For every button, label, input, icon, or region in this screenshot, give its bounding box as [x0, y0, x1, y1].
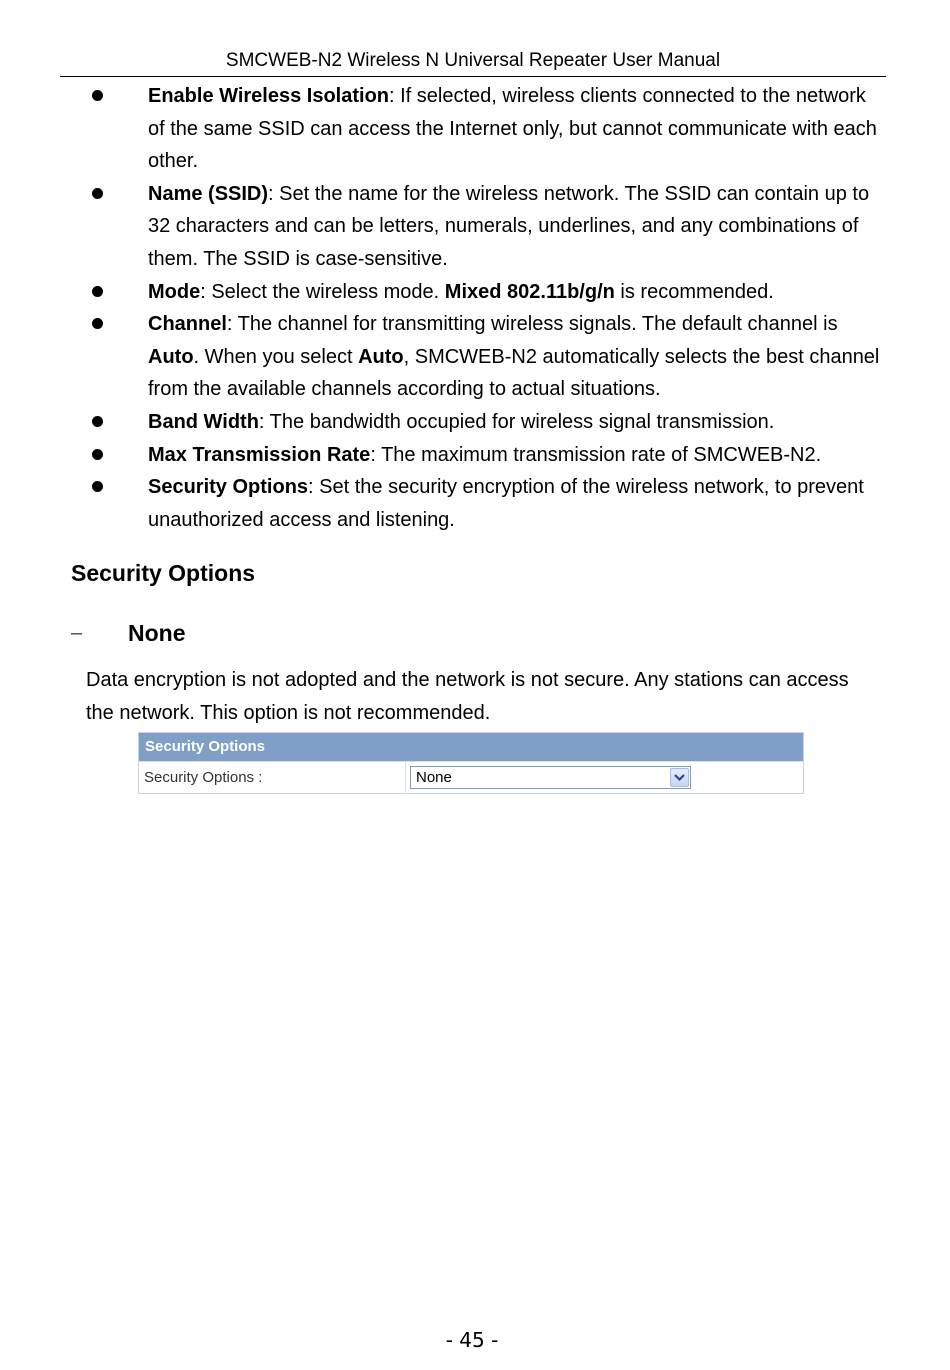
security-options-label: Security Options :: [144, 769, 263, 786]
subsection-dash: –: [71, 622, 83, 644]
description: is recommended.: [614, 280, 774, 303]
bullet-dot: [92, 318, 103, 329]
term-band-width: Band Width: [148, 410, 259, 433]
description: : The maximum transmission rate of SMCWEB-N2.: [370, 443, 822, 466]
description: : Set the security encryption of the wireless network, to prevent unauthorized access and listening.: [148, 476, 864, 531]
description: . When you select: [193, 345, 359, 368]
list-item: [0, 471, 888, 536]
security-options-select[interactable]: [410, 766, 691, 789]
bullet-dot: [92, 286, 103, 297]
list-item: [0, 308, 888, 406]
list-item: [0, 178, 888, 276]
bullet-dot: [92, 416, 103, 427]
form-row: [139, 761, 803, 794]
running-header: SMCWEB-N2 Wireless N Universal Repeater User Manual: [225, 50, 721, 71]
description: : If selected, wireless clients connected to the network of the same SSID can access the Internet only, but cannot communicate with each other.: [148, 85, 877, 173]
column-divider: [405, 762, 406, 794]
description: : The bandwidth occupied for wireless signal transmission.: [258, 410, 775, 433]
term-mode: Mode: [148, 280, 201, 303]
security-options-panel: [138, 732, 804, 794]
parameter-list: [0, 80, 950, 536]
bullet-dot: [92, 481, 103, 492]
page-number: - 45 -: [445, 1328, 499, 1352]
list-item: [0, 80, 888, 178]
bullet-dot: [92, 90, 103, 101]
section-heading: Security Options: [71, 560, 256, 586]
description: : Select the wireless mode.: [200, 280, 445, 303]
select-value: None: [416, 769, 452, 786]
chevron-down-icon[interactable]: [670, 768, 689, 787]
panel-header: Security Options: [139, 733, 803, 761]
description: : The channel for transmitting wireless signals. The default channel is: [226, 313, 838, 336]
bullet-dot: [92, 188, 103, 199]
header-rule: [60, 76, 886, 77]
body-paragraph: Data encryption is not adopted and the network is not secure. Any stations can access the network. This option is not recommended.: [86, 669, 849, 724]
term-security-options: Security Options: [148, 476, 309, 499]
description: : Set the name for the wireless network. The SSID can contain up to 32 characters and can be letters, numerals, underlines, and any combinations of them. The SSID is case-sensitive.: [148, 182, 870, 270]
emphasis-mixed-mode: Mixed 802.11b/g/n: [444, 280, 615, 303]
emphasis-auto: Auto: [358, 345, 404, 368]
term-max-transmission-rate: Max Transmission Rate: [148, 443, 371, 466]
emphasis-auto: Auto: [148, 345, 194, 368]
term-name-ssid: Name (SSID): [148, 182, 269, 205]
list-item: [0, 406, 888, 439]
description: , SMCWEB-N2 automatically selects the best channel from the available channels according to actual situations.: [148, 345, 880, 401]
list-item: [0, 276, 888, 309]
term-enable-wireless-isolation: Enable Wireless Isolation: [148, 85, 390, 107]
list-item: [0, 439, 888, 472]
term-channel: Channel: [148, 313, 227, 336]
subsection-heading: None: [128, 620, 186, 646]
bullet-dot: [92, 449, 103, 460]
